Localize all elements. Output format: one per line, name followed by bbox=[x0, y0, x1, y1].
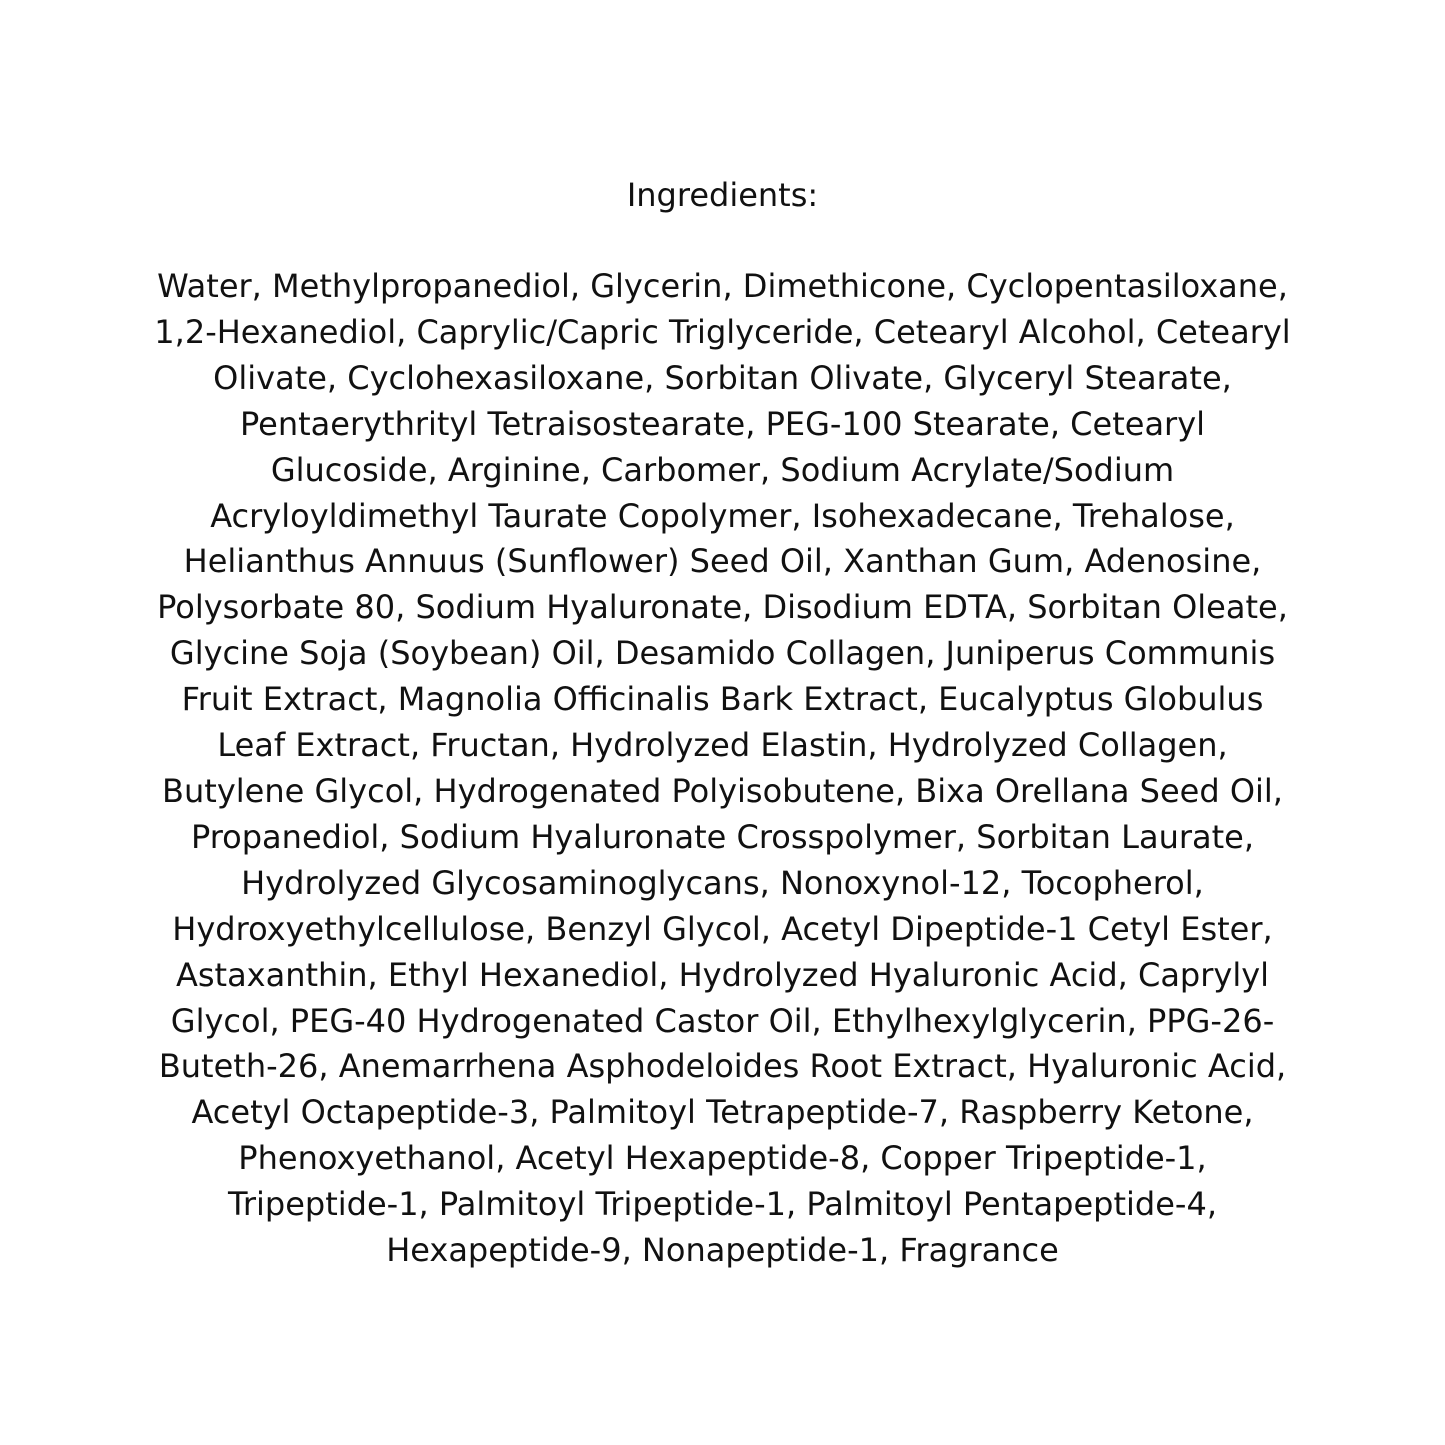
ingredient-line: Buteth-26, Anemarrhena Asphodeloides Root Extract, Hyaluronic Acid, bbox=[158, 1047, 1287, 1086]
ingredient-line: Olivate, Cyclohexasiloxane, Sorbitan Olivate, Glyceryl Stearate, bbox=[213, 358, 1232, 397]
ingredients-heading: Ingredients: bbox=[626, 176, 819, 214]
ingredient-line: Glucoside, Arginine, Carbomer, Sodium Acrylate/Sodium bbox=[270, 450, 1175, 489]
ingredient-line: Leaf Extract, Fructan, Hydrolyzed Elastin, Hydrolyzed Collagen, bbox=[217, 726, 1228, 765]
ingredient-line: Hexapeptide-9, Nonapeptide-1, Fragrance bbox=[386, 1231, 1059, 1270]
ingredient-line: Acetyl Octapeptide-3, Palmitoyl Tetrapeptide-7, Raspberry Ketone, bbox=[191, 1093, 1254, 1132]
ingredient-line: Phenoxyethanol, Acetyl Hexapeptide-8, Copper Tripeptide-1, bbox=[238, 1139, 1207, 1178]
ingredient-line: Pentaerythrityl Tetraisostearate, PEG-100 Stearate, Cetearyl bbox=[239, 404, 1206, 443]
ingredient-line: Water, Methylpropanediol, Glycerin, Dimethicone, Cyclopentasiloxane, bbox=[157, 267, 1288, 305]
ingredient-line: Butylene Glycol, Hydrogenated Polyisobutene, Bixa Orellana Seed Oil, bbox=[162, 771, 1283, 810]
ingredient-line: Polysorbate 80, Sodium Hyaluronate, Disodium EDTA, Sorbitan Oleate, bbox=[157, 588, 1288, 627]
ingredient-line: Astaxanthin, Ethyl Hexanediol, Hydrolyzed Hyaluronic Acid, Caprylyl bbox=[175, 955, 1270, 994]
ingredient-line: Hydroxyethylcellulose, Benzyl Glycol, Acetyl Dipeptide-1 Cetyl Ester, bbox=[172, 909, 1273, 948]
ingredient-line: Glycol, PEG-40 Hydrogenated Castor Oil, Ethylhexylglycerin, PPG-26- bbox=[170, 1001, 1275, 1040]
ingredient-line: Helianthus Annuus (Sunflower) Seed Oil, Xanthan Gum, Adenosine, bbox=[183, 542, 1262, 581]
ingredient-line: Acryloyldimethyl Taurate Copolymer, Isohexadecane, Trehalose, bbox=[210, 496, 1235, 535]
ingredient-line: Hydrolyzed Glycosaminoglycans, Nonoxynol-12, Tocopherol, bbox=[241, 863, 1204, 902]
ingredient-line: Glycine Soja (Soybean) Oil, Desamido Collagen, Juniperus Communis bbox=[169, 634, 1276, 673]
ingredient-line: Tripeptide-1, Palmitoyl Tripeptide-1, Palmitoyl Pentapeptide-4, bbox=[228, 1185, 1217, 1224]
ingredients-list bbox=[80, 264, 1365, 1274]
ingredient-line: Propanediol, Sodium Hyaluronate Crosspolymer, Sorbitan Laurate, bbox=[190, 817, 1255, 856]
ingredient-line: 1,2-Hexanediol, Caprylic/Capric Triglyceride, Cetearyl Alcohol, Cetearyl bbox=[154, 312, 1291, 351]
ingredient-line: Fruit Extract, Magnolia Officinalis Bark Extract, Eucalyptus Globulus bbox=[181, 680, 1264, 719]
